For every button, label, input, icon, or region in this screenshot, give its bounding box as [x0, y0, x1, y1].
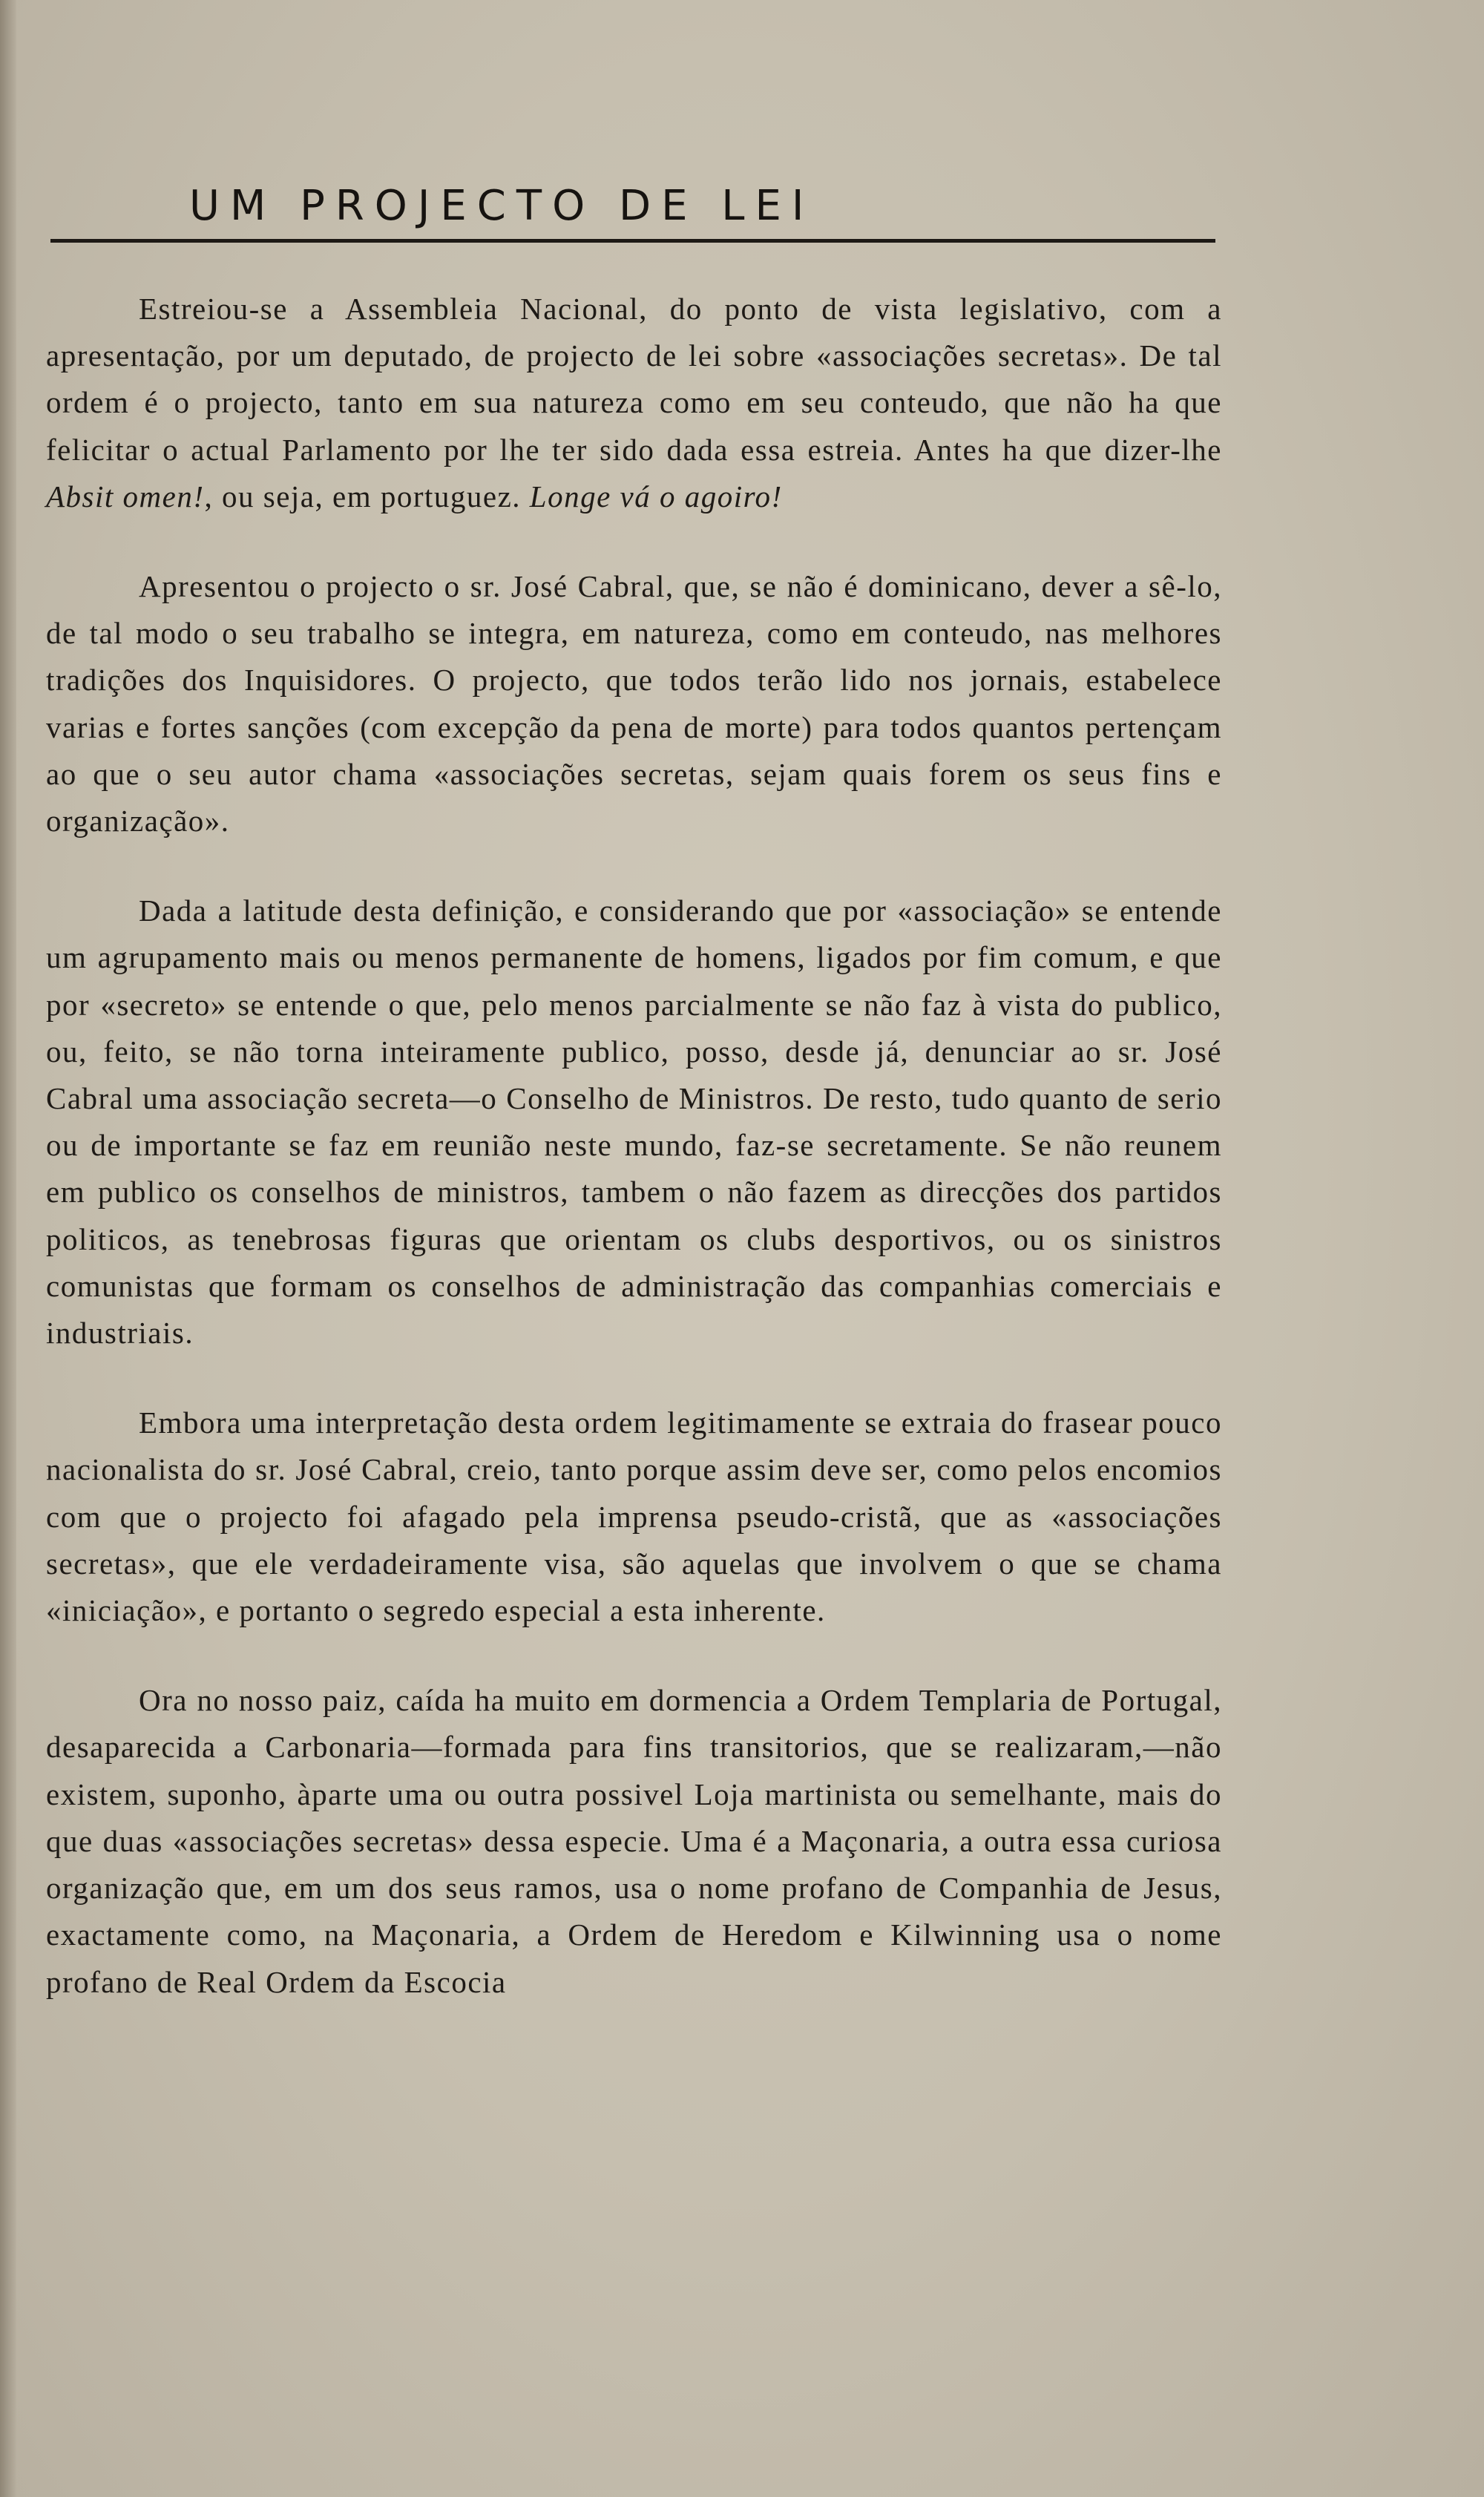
paragraph-4: Embora uma interpretação desta ordem legitimamente se extraia do frasear pouco nacionalista do sr. José Cabral, creio, tanto porque assim deve ser, como pelos encomios com que o projecto foi afagado pela imprensa pseudo-cristã, que as «associações secretas», que ele verdadeiramente visa, são aquelas que involvem o que se chama «iniciação», e portanto o segredo especial a esta inherente.: [46, 1405, 1222, 1628]
title-underline: [50, 239, 1215, 243]
paragraph-1-text: Estreiou-se a Assembleia Nacional, do ponto de vista legislativo, com a apresentação, por um deputado, de projecto de lei sobre «associações secretas». De tal ordem é o projecto, tanto em sua natureza como em seu conteudo, que não ha que felicitar o actual Parlamento por lhe ter sido dada essa estreia. Antes ha que dizer-lhe: [46, 292, 1222, 467]
latin-phrase: Absit omen!: [46, 479, 205, 513]
paragraph-1-middle: , ou seja, em portuguez.: [204, 479, 530, 513]
paragraph-5: Ora no nosso paiz, caída ha muito em dormencia a Ordem Templaria de Portugal, desaparecida a Carbonaria—formada para fins transitorios, que se realizaram,—não existem, suponho, àparte uma ou outra possivel Loja martinista ou semelhante, mais do que duas «associações secretas» dessa especie. Uma é a Maçonaria, a outra essa curiosa organização que, em um dos seus ramos, usa o nome profano de Companhia de Jesus, exactamente como, na Maçonaria, a Ordem de Heredom e Kilwinning usa o nome profano de Real Ordem da Escocia: [46, 1683, 1222, 1999]
portuguese-phrase: Longe vá o agoiro!: [529, 479, 783, 513]
paragraph-2: Apresentou o projecto o sr. José Cabral, que, se não é dominicano, dever a sê-lo, de tal modo o seu trabalho se integra, em natureza, como em conteudo, nas melhores tradições dos Inquisidores. O projecto, que todos terão lido nos jornais, estabelece varias e fortes sanções (com excepção da pena de morte) para todos quantos pertençam ao que o seu autor chama «associações secretas, sejam quais forem os seus fins e organização».: [46, 569, 1222, 839]
article-title: UM PROJECTO DE LEI: [189, 182, 815, 230]
paragraph-3: Dada a latitude desta definição, e considerando que por «associação» se entende um agrupamento mais ou menos permanente de homens, ligados por fim comum, e que por «secreto» se entende o que, pelo menos parcialmente se não faz à vista do publico, ou, feito, se não torna inteiramente publico, posso, desde já, denunciar ao sr. José Cabral uma associação secreta—o Conselho de Ministros. De resto, tudo quanto de serio ou de importante se faz em reunião neste mundo, faz-se secretamente. Se não reunem em publico os conselhos de ministros, tambem o não fazem as direcções dos partidos politicos, as tenebrosas figuras que orientam os clubs desportivos, ou os sinistros comunistas que formam os conselhos de administração das companhias comerciais e industriais.: [46, 893, 1222, 1351]
paragraph-1: [46, 286, 1222, 520]
article-body: [46, 286, 1222, 2006]
page-edge-shadow: [0, 0, 16, 2497]
